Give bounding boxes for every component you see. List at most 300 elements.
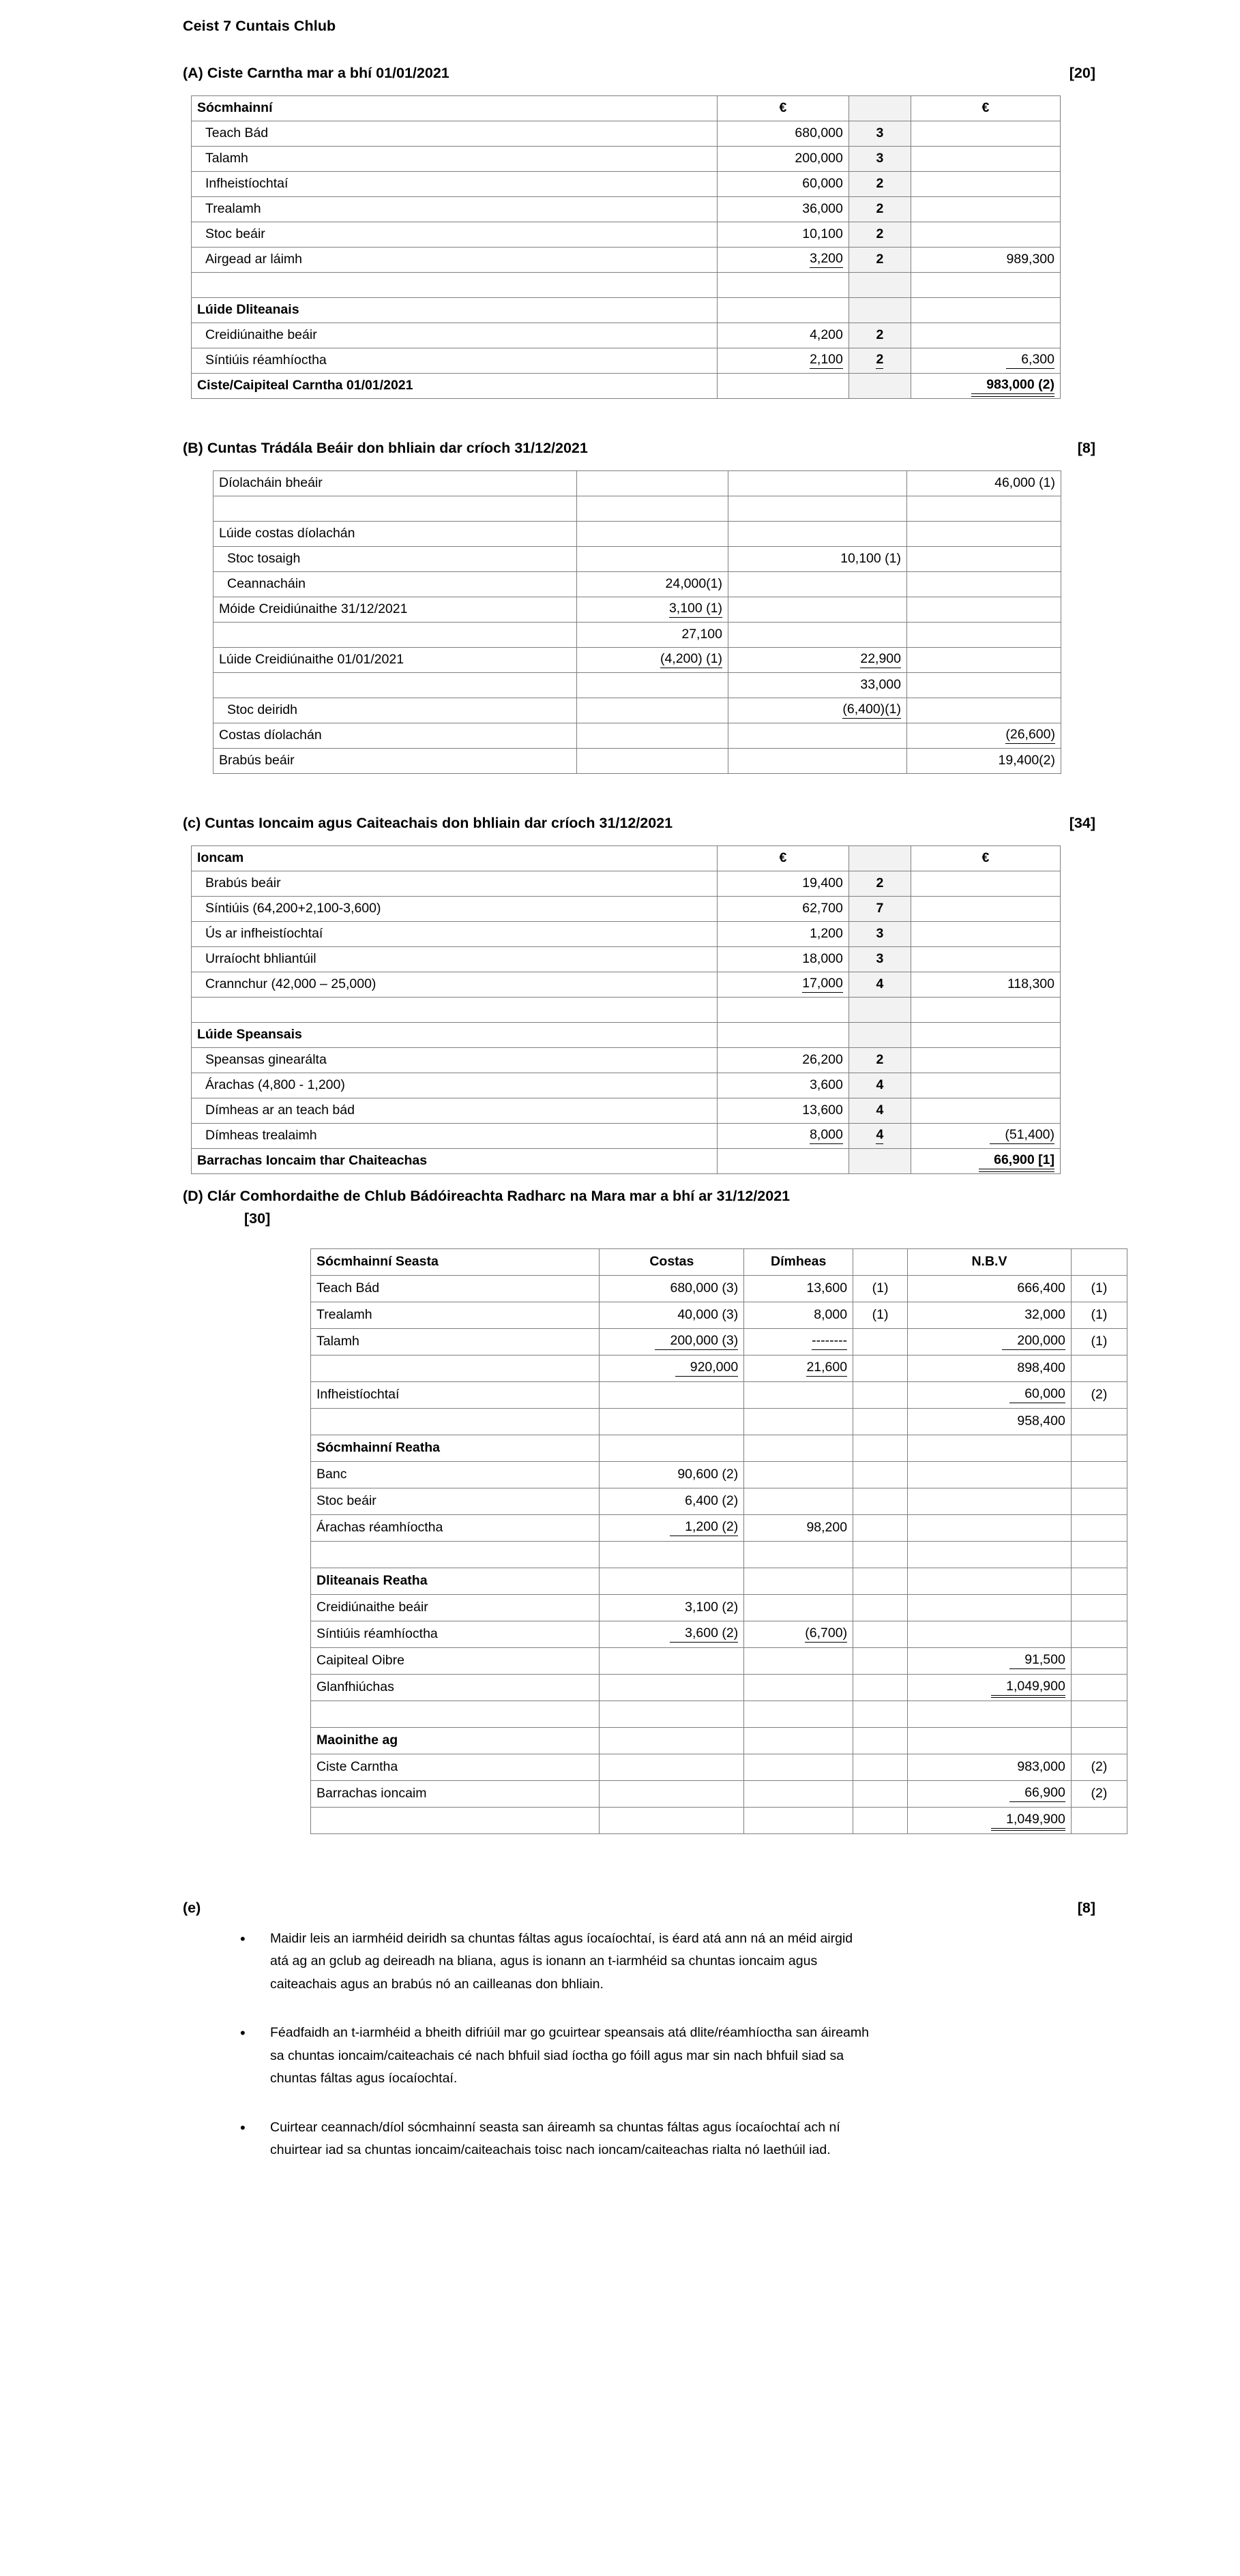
row-cost <box>600 1381 744 1408</box>
row-label: Lúide Creidiúnaithe 01/01/2021 <box>213 648 577 673</box>
row-col2: 27,100 <box>577 623 728 648</box>
row-nbv <box>908 1727 1072 1754</box>
table-ciste-carntha <box>191 95 1061 399</box>
table-row <box>311 1488 1127 1514</box>
row-cost: 920,000 <box>600 1355 744 1381</box>
row-depreciation <box>744 1780 853 1807</box>
row-amount: 62,700 <box>717 897 848 922</box>
table-row <box>192 172 1061 197</box>
row-label <box>311 1408 600 1435</box>
row-depreciation <box>744 1541 853 1568</box>
header-cell-marks <box>848 846 911 871</box>
row-amount: 60,000 <box>717 172 848 197</box>
table-row <box>213 749 1061 774</box>
table-row <box>311 1780 1127 1807</box>
table-row <box>213 723 1061 749</box>
row-mark-1 <box>853 1674 908 1701</box>
table-row <box>213 572 1061 597</box>
table-row <box>311 1701 1127 1727</box>
row-cost <box>600 1754 744 1780</box>
row-col4 <box>907 698 1061 723</box>
table-row <box>192 298 1061 323</box>
row-total: 983,000 (2) <box>911 374 1060 399</box>
row-label: Stoc beáir <box>192 222 718 248</box>
table-row <box>311 1328 1127 1355</box>
header-cell-currency-1: € <box>717 96 848 121</box>
table-row <box>192 1149 1061 1174</box>
table-row <box>311 1807 1127 1833</box>
row-col4 <box>907 623 1061 648</box>
row-mark: 2 <box>848 348 911 374</box>
table-row <box>192 222 1061 248</box>
row-mark: 4 <box>848 972 911 998</box>
section-a-heading <box>183 65 1095 82</box>
row-mark-2: (2) <box>1071 1381 1127 1408</box>
row-depreciation <box>744 1408 853 1435</box>
table-row <box>311 1461 1127 1488</box>
row-mark-2 <box>1071 1807 1127 1833</box>
row-label: Glanfhiúchas <box>311 1674 600 1701</box>
row-label: Síntiúis réamhíoctha <box>311 1621 600 1647</box>
section-d-heading <box>183 1185 1095 1231</box>
row-label <box>213 496 577 522</box>
row-mark-2 <box>1071 1461 1127 1488</box>
header-cell-currency-1: € <box>717 846 848 871</box>
row-col3: 10,100 (1) <box>728 547 907 572</box>
row-amount <box>717 998 848 1023</box>
row-label: Costas díolachán <box>213 723 577 749</box>
row-label: Árachas (4,800 - 1,200) <box>192 1073 718 1098</box>
row-amount: 18,000 <box>717 947 848 972</box>
table-row <box>311 1621 1127 1647</box>
row-label: Brabús beáir <box>213 749 577 774</box>
table-row <box>213 471 1061 496</box>
table-row <box>192 147 1061 172</box>
table-row <box>192 323 1061 348</box>
row-cost <box>600 1780 744 1807</box>
row-label: Banc <box>311 1461 600 1488</box>
row-mark-2 <box>1071 1701 1127 1727</box>
table-row <box>192 1023 1061 1048</box>
row-mark <box>848 374 911 399</box>
row-label: Móide Creidiúnaithe 31/12/2021 <box>213 597 577 623</box>
table-row <box>192 1073 1061 1098</box>
row-total <box>911 1098 1060 1124</box>
table-row <box>192 972 1061 998</box>
row-label: Caipiteal Oibre <box>311 1647 600 1674</box>
row-label: Ús ar infheistíochtaí <box>192 922 718 947</box>
row-total: 6,300 <box>911 348 1060 374</box>
row-label <box>213 623 577 648</box>
row-mark-1 <box>853 1328 908 1355</box>
row-total <box>911 947 1060 972</box>
row-mark-1 <box>853 1621 908 1647</box>
table-row <box>311 1674 1127 1701</box>
row-cost: 3,600 (2) <box>600 1621 744 1647</box>
table-row <box>192 248 1061 273</box>
row-label: Stoc beáir <box>311 1488 600 1514</box>
row-label: Stoc deiridh <box>213 698 577 723</box>
row-mark-1 <box>853 1647 908 1674</box>
row-total <box>911 1048 1060 1073</box>
table-row <box>311 1647 1127 1674</box>
row-depreciation <box>744 1435 853 1461</box>
row-depreciation: -------- <box>744 1328 853 1355</box>
row-label: Creidiúnaithe beáir <box>192 323 718 348</box>
row-total <box>911 197 1060 222</box>
table-row <box>192 922 1061 947</box>
row-total <box>911 871 1060 897</box>
row-label: Speansas ginearálta <box>192 1048 718 1073</box>
section-c-heading <box>183 815 1095 832</box>
row-label: Airgead ar láimh <box>192 248 718 273</box>
table-row <box>311 1435 1127 1461</box>
row-depreciation: 21,600 <box>744 1355 853 1381</box>
row-mark-1 <box>853 1780 908 1807</box>
row-label: Síntiúis réamhíoctha <box>192 348 718 374</box>
row-mark-2 <box>1071 1514 1127 1541</box>
row-col3 <box>728 471 907 496</box>
row-col4 <box>907 522 1061 547</box>
row-depreciation <box>744 1754 853 1780</box>
row-label: Barrachas Ioncaim thar Chaiteachas <box>192 1149 718 1174</box>
row-mark-2 <box>1071 1408 1127 1435</box>
row-col2: 3,100 (1) <box>577 597 728 623</box>
row-amount: 26,200 <box>717 1048 848 1073</box>
row-amount: 200,000 <box>717 147 848 172</box>
row-label: Barrachas ioncaim <box>311 1780 600 1807</box>
row-mark-1 <box>853 1568 908 1594</box>
row-mark-1 <box>853 1727 908 1754</box>
row-mark-1 <box>853 1541 908 1568</box>
row-nbv: 60,000 <box>908 1381 1072 1408</box>
row-mark <box>848 1023 911 1048</box>
row-nbv: 66,900 <box>908 1780 1072 1807</box>
row-label <box>311 1807 600 1833</box>
row-depreciation <box>744 1674 853 1701</box>
table-row <box>192 348 1061 374</box>
table-row <box>192 374 1061 399</box>
section-c-marks: [34] <box>1069 815 1095 831</box>
table-row <box>213 673 1061 698</box>
table-row <box>192 897 1061 922</box>
row-mark <box>848 298 911 323</box>
table-row <box>213 522 1061 547</box>
row-nbv <box>908 1621 1072 1647</box>
table-clar-comhordaithe <box>310 1248 1127 1834</box>
row-label: Dliteanais Reatha <box>311 1568 600 1594</box>
row-nbv: 200,000 <box>908 1328 1072 1355</box>
table-row <box>311 1594 1127 1621</box>
row-cost <box>600 1541 744 1568</box>
row-mark: 4 <box>848 1098 911 1124</box>
row-total <box>911 273 1060 298</box>
row-col3 <box>728 623 907 648</box>
row-mark: 2 <box>848 1048 911 1073</box>
row-cost <box>600 1435 744 1461</box>
row-label: Infheistíochtaí <box>192 172 718 197</box>
table-row <box>213 648 1061 673</box>
row-label: Creidiúnaithe beáir <box>311 1594 600 1621</box>
row-label <box>192 998 718 1023</box>
list-item: • Féadfaidh an t-iarmhéid a bheith difriúil mar go gcuirtear speansais atá dlite/réamhíoctha san áireamh sa chuntas ioncaim/caiteachais cé nach bhfuil siad íoctha go fóill agus mar sin nach bhfuil siad sa chuntas fáltas agus íocaíochtaí. <box>240 2022 870 2091</box>
row-total: 118,300 <box>911 972 1060 998</box>
row-depreciation <box>744 1807 853 1833</box>
row-label <box>311 1355 600 1381</box>
row-mark: 2 <box>848 222 911 248</box>
row-total: (51,400) <box>911 1124 1060 1149</box>
table-row <box>192 947 1061 972</box>
row-mark: 2 <box>848 871 911 897</box>
row-col2: 24,000(1) <box>577 572 728 597</box>
section-e-heading <box>183 1900 1095 1917</box>
row-label: Infheistíochtaí <box>311 1381 600 1408</box>
table-header-row <box>192 96 1061 121</box>
row-label: Lúide Dliteanais <box>192 298 718 323</box>
row-amount: 4,200 <box>717 323 848 348</box>
table-row <box>213 496 1061 522</box>
row-total: 989,300 <box>911 248 1060 273</box>
row-cost <box>600 1674 744 1701</box>
row-depreciation: 13,600 <box>744 1275 853 1302</box>
row-mark-2 <box>1071 1435 1127 1461</box>
table-row <box>192 197 1061 222</box>
row-col4 <box>907 597 1061 623</box>
table-row <box>192 1124 1061 1149</box>
row-depreciation <box>744 1727 853 1754</box>
row-mark: 2 <box>848 172 911 197</box>
row-depreciation: 8,000 <box>744 1302 853 1328</box>
row-col2 <box>577 698 728 723</box>
row-mark-1 <box>853 1488 908 1514</box>
table-cuntas-ioncaim-caiteachais <box>191 845 1061 1174</box>
row-amount: 1,200 <box>717 922 848 947</box>
row-label: Maoinithe ag <box>311 1727 600 1754</box>
row-mark-1 <box>853 1807 908 1833</box>
row-mark-1: (1) <box>853 1275 908 1302</box>
row-mark: 3 <box>848 121 911 147</box>
row-mark-1 <box>853 1514 908 1541</box>
row-mark-2 <box>1071 1541 1127 1568</box>
header-cell-label: Sócmhainní <box>192 96 718 121</box>
row-nbv: 1,049,900 <box>908 1807 1072 1833</box>
row-cost <box>600 1568 744 1594</box>
table-row <box>213 597 1061 623</box>
row-mark <box>848 998 911 1023</box>
row-nbv <box>908 1514 1072 1541</box>
row-mark-2 <box>1071 1674 1127 1701</box>
section-b-heading <box>183 440 1095 457</box>
row-mark-2 <box>1071 1355 1127 1381</box>
row-mark-1 <box>853 1594 908 1621</box>
section-b-marks: [8] <box>1077 440 1095 456</box>
row-mark <box>848 1149 911 1174</box>
row-mark: 7 <box>848 897 911 922</box>
row-mark: 2 <box>848 197 911 222</box>
row-total <box>911 121 1060 147</box>
row-label: Teach Bád <box>192 121 718 147</box>
row-cost: 40,000 (3) <box>600 1302 744 1328</box>
row-mark-2 <box>1071 1621 1127 1647</box>
list-item: • Cuirtear ceannach/díol sócmhainní seasta san áireamh sa chuntas fáltas agus íocaíochtaí ach ní chuirtear iad sa chuntas ioncaim/caiteachais toisc nach ioncam/caiteachas rialta nó laethúil iad. <box>240 2116 870 2162</box>
row-total <box>911 922 1060 947</box>
header-cell-marks <box>848 96 911 121</box>
row-total <box>911 998 1060 1023</box>
row-label: Talamh <box>311 1328 600 1355</box>
row-mark-1 <box>853 1461 908 1488</box>
table-row <box>213 698 1061 723</box>
row-amount <box>717 298 848 323</box>
row-label: Dímheas trealaimh <box>192 1124 718 1149</box>
page-title: Ceist 7 Cuntais Chlub <box>183 18 336 34</box>
row-depreciation <box>744 1594 853 1621</box>
table-cuntas-tradala-beair <box>213 470 1061 774</box>
header-cell-blank2 <box>1071 1248 1127 1275</box>
row-depreciation <box>744 1488 853 1514</box>
table-row <box>311 1514 1127 1541</box>
row-cost <box>600 1647 744 1674</box>
row-col2: (4,200) (1) <box>577 648 728 673</box>
row-col2 <box>577 673 728 698</box>
row-cost <box>600 1408 744 1435</box>
header-cell-assets: Sócmhainní Seasta <box>311 1248 600 1275</box>
header-cell-currency-2: € <box>911 846 1060 871</box>
table-header-row <box>192 846 1061 871</box>
row-total <box>911 1023 1060 1048</box>
row-col4: 46,000 (1) <box>907 471 1061 496</box>
row-depreciation <box>744 1381 853 1408</box>
row-nbv <box>908 1461 1072 1488</box>
row-label: Dímheas ar an teach bád <box>192 1098 718 1124</box>
list-item: • Maidir leis an iarmhéid deiridh sa chuntas fáltas agus íocaíochtaí, is éard atá ann ná an méid airgid atá ag an gclub ag deireadh na bliana, agus is ionann an t-iarmhéid sa chuntas ioncaim agus caiteachais agus an brabús nó an cailleanas don bhliain. <box>240 1928 870 1996</box>
row-mark: 3 <box>848 922 911 947</box>
row-amount: 2,100 <box>717 348 848 374</box>
row-nbv <box>908 1594 1072 1621</box>
table-header-row <box>311 1248 1127 1275</box>
row-mark-1 <box>853 1408 908 1435</box>
row-mark <box>848 273 911 298</box>
table-row <box>311 1727 1127 1754</box>
row-label: Crannchur (42,000 – 25,000) <box>192 972 718 998</box>
row-mark-1 <box>853 1701 908 1727</box>
row-label <box>213 673 577 698</box>
row-nbv <box>908 1701 1072 1727</box>
table-cuntas-tradala-beair-body <box>213 471 1061 774</box>
section-e-bullet-list <box>183 1928 1095 2162</box>
row-cost <box>600 1727 744 1754</box>
row-mark-2 <box>1071 1568 1127 1594</box>
row-depreciation: 98,200 <box>744 1514 853 1541</box>
row-col3: 22,900 <box>728 648 907 673</box>
row-col4: 19,400(2) <box>907 749 1061 774</box>
row-nbv: 91,500 <box>908 1647 1072 1674</box>
section-e-marks: [8] <box>1077 1899 1095 1916</box>
row-total <box>911 323 1060 348</box>
row-amount: 680,000 <box>717 121 848 147</box>
row-nbv <box>908 1541 1072 1568</box>
row-nbv: 983,000 <box>908 1754 1072 1780</box>
row-total <box>911 298 1060 323</box>
row-label: Ciste Carntha <box>311 1754 600 1780</box>
row-label: Sócmhainní Reatha <box>311 1435 600 1461</box>
row-total <box>911 897 1060 922</box>
table-row <box>213 623 1061 648</box>
table-row <box>311 1568 1127 1594</box>
row-total <box>911 147 1060 172</box>
row-depreciation: (6,700) <box>744 1621 853 1647</box>
row-col4 <box>907 547 1061 572</box>
row-mark-2: (2) <box>1071 1754 1127 1780</box>
row-col3 <box>728 723 907 749</box>
row-cost <box>600 1701 744 1727</box>
row-nbv: 1,049,900 <box>908 1674 1072 1701</box>
row-col4 <box>907 572 1061 597</box>
section-a-title: (A) Ciste Carntha mar a bhí 01/01/2021 <box>183 65 449 81</box>
row-label <box>311 1701 600 1727</box>
row-total: 66,900 [1] <box>911 1149 1060 1174</box>
table-row <box>192 121 1061 147</box>
row-col3: (6,400)(1) <box>728 698 907 723</box>
header-cell-currency-2: € <box>911 96 1060 121</box>
row-label <box>192 273 718 298</box>
table-clar-comhordaithe-body <box>311 1248 1127 1833</box>
row-mark-2: (1) <box>1071 1302 1127 1328</box>
row-cost: 1,200 (2) <box>600 1514 744 1541</box>
row-col3 <box>728 749 907 774</box>
row-mark-2: (2) <box>1071 1780 1127 1807</box>
row-amount <box>717 1149 848 1174</box>
row-label: Talamh <box>192 147 718 172</box>
row-amount: 10,100 <box>717 222 848 248</box>
row-col2 <box>577 723 728 749</box>
row-amount: 3,200 <box>717 248 848 273</box>
table-row <box>311 1275 1127 1302</box>
row-nbv <box>908 1568 1072 1594</box>
row-amount: 19,400 <box>717 871 848 897</box>
row-col2 <box>577 547 728 572</box>
row-label: Lúide costas díolachán <box>213 522 577 547</box>
row-total <box>911 172 1060 197</box>
row-amount: 3,600 <box>717 1073 848 1098</box>
table-cuntas-ioncaim-caiteachais-body <box>192 846 1061 1174</box>
row-col2 <box>577 471 728 496</box>
row-label: Árachas réamhíoctha <box>311 1514 600 1541</box>
row-col4 <box>907 496 1061 522</box>
table-row <box>192 1048 1061 1073</box>
row-nbv <box>908 1435 1072 1461</box>
row-mark-2: (1) <box>1071 1275 1127 1302</box>
row-col3 <box>728 496 907 522</box>
row-label: Ceannacháin <box>213 572 577 597</box>
row-mark-1 <box>853 1435 908 1461</box>
row-col3 <box>728 597 907 623</box>
row-col3 <box>728 522 907 547</box>
row-cost: 3,100 (2) <box>600 1594 744 1621</box>
row-mark: 3 <box>848 147 911 172</box>
row-cost: 90,600 (2) <box>600 1461 744 1488</box>
row-col3 <box>728 572 907 597</box>
table-ciste-carntha-body <box>192 96 1061 399</box>
row-col4 <box>907 673 1061 698</box>
section-c-title: (c) Cuntas Ioncaim agus Caiteachais don bhliain dar críoch 31/12/2021 <box>183 815 673 831</box>
section-e-title: (e) <box>183 1899 201 1916</box>
row-label: Stoc tosaigh <box>213 547 577 572</box>
row-col3: 33,000 <box>728 673 907 698</box>
row-mark: 2 <box>848 248 911 273</box>
section-d-marks: [30] <box>244 1210 271 1227</box>
row-label <box>311 1541 600 1568</box>
row-mark-2 <box>1071 1647 1127 1674</box>
